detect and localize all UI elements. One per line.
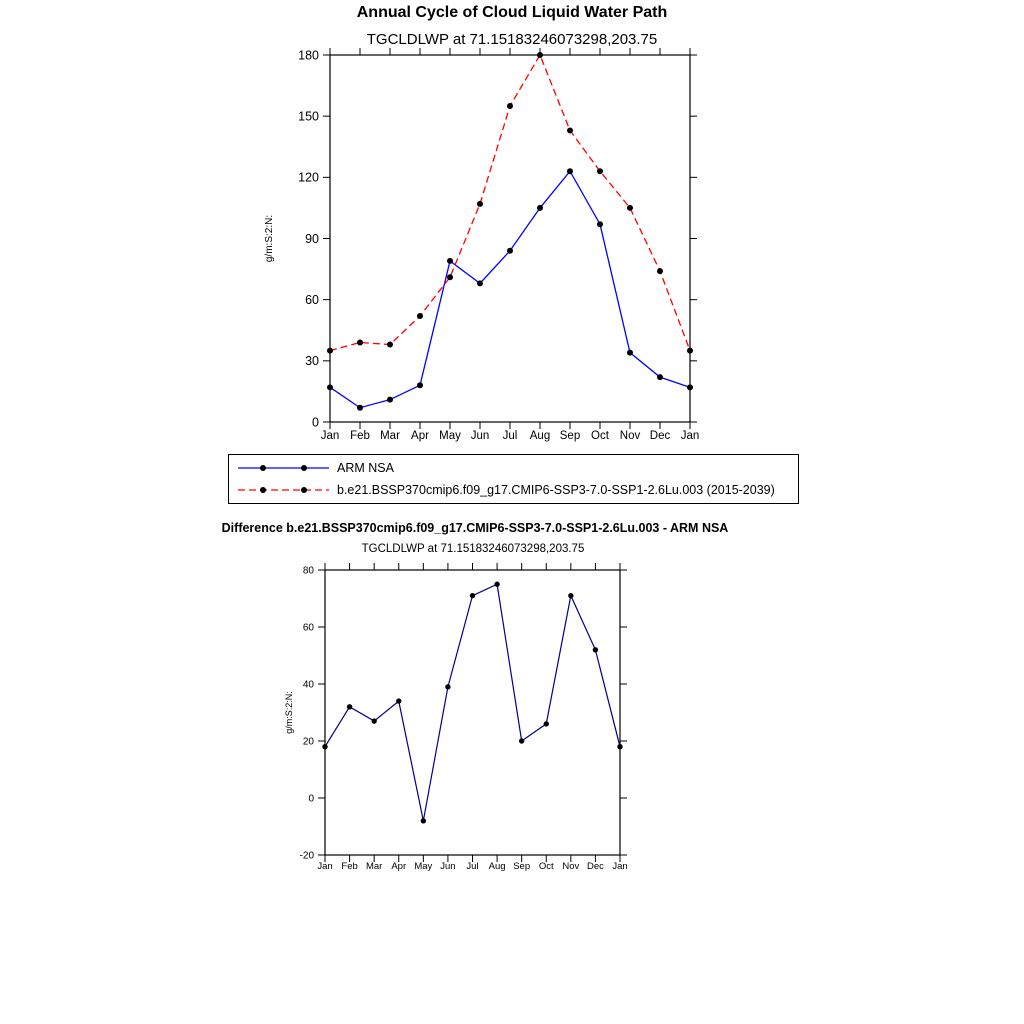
svg-text:Oct: Oct xyxy=(538,861,554,872)
svg-text:30: 30 xyxy=(305,354,319,369)
svg-text:Dec: Dec xyxy=(649,430,671,442)
svg-text:Feb: Feb xyxy=(350,430,370,442)
top-chart-subtitle: TGCLDLWP at 71.15183246073298,203.75 xyxy=(366,31,658,48)
svg-text:Jul: Jul xyxy=(466,861,479,872)
bottom-chart-subtitle: TGCLDLWP at 71.15183246073298,203.75 xyxy=(361,543,585,555)
svg-text:Jan: Jan xyxy=(612,861,628,872)
svg-text:Nov: Nov xyxy=(562,861,580,872)
svg-text:Apr: Apr xyxy=(391,861,407,872)
svg-text:60: 60 xyxy=(305,293,319,308)
legend-entry-arm-nsa xyxy=(236,461,798,475)
bottom-chart-plot xyxy=(250,558,670,888)
legend-label-model: b.e21.BSSP370cmip6.f09_g17.CMIP6-SSP3-7.0-SSP1-2.6Lu.003 (2015-2039) xyxy=(337,483,775,497)
svg-text:Jun: Jun xyxy=(470,430,490,442)
svg-text:Oct: Oct xyxy=(591,430,609,442)
svg-text:180: 180 xyxy=(298,48,319,63)
svg-text:Mar: Mar xyxy=(380,430,400,442)
legend-label-arm-nsa: ARM NSA xyxy=(337,461,394,475)
svg-text:Feb: Feb xyxy=(341,861,358,872)
svg-text:Nov: Nov xyxy=(619,430,641,442)
legend-line-sample-red-dashed xyxy=(236,483,331,497)
svg-text:150: 150 xyxy=(298,109,319,124)
svg-text:May: May xyxy=(414,861,433,872)
svg-text:60: 60 xyxy=(302,622,314,634)
svg-text:0: 0 xyxy=(308,793,314,805)
legend xyxy=(228,454,799,504)
legend-line-sample-blue xyxy=(236,461,331,475)
svg-text:Aug: Aug xyxy=(488,861,506,872)
svg-text:g/m:S:2:N:: g/m:S:2:N: xyxy=(264,214,275,263)
svg-text:Sep: Sep xyxy=(559,430,581,442)
svg-text:Jan: Jan xyxy=(317,861,333,872)
svg-text:20: 20 xyxy=(302,736,314,748)
svg-text:Jun: Jun xyxy=(440,861,456,872)
svg-text:Sep: Sep xyxy=(513,861,531,872)
svg-text:Mar: Mar xyxy=(365,861,383,872)
bottom-chart-title: Difference b.e21.BSSP370cmip6.f09_g17.CMIP6-SSP3-7.0-SSP1-2.6Lu.003 - ARM NSA xyxy=(221,521,729,535)
top-chart-title: Annual Cycle of Cloud Liquid Water Path xyxy=(356,4,668,21)
svg-text:-20: -20 xyxy=(299,850,314,862)
svg-text:g/m:S:2:N:: g/m:S:2:N: xyxy=(284,691,294,734)
svg-text:0: 0 xyxy=(312,415,319,430)
svg-text:40: 40 xyxy=(302,679,314,691)
top-chart-plot xyxy=(240,44,800,456)
svg-text:Jan: Jan xyxy=(680,430,700,442)
svg-text:80: 80 xyxy=(302,565,314,577)
svg-text:Apr: Apr xyxy=(411,430,429,442)
svg-text:90: 90 xyxy=(305,231,319,246)
svg-text:120: 120 xyxy=(298,170,319,185)
svg-text:Jul: Jul xyxy=(502,430,518,442)
svg-text:Jan: Jan xyxy=(320,430,340,442)
legend-entry-model xyxy=(236,483,798,497)
svg-text:Dec: Dec xyxy=(586,861,604,872)
svg-text:Aug: Aug xyxy=(529,430,551,442)
svg-text:May: May xyxy=(439,430,461,442)
